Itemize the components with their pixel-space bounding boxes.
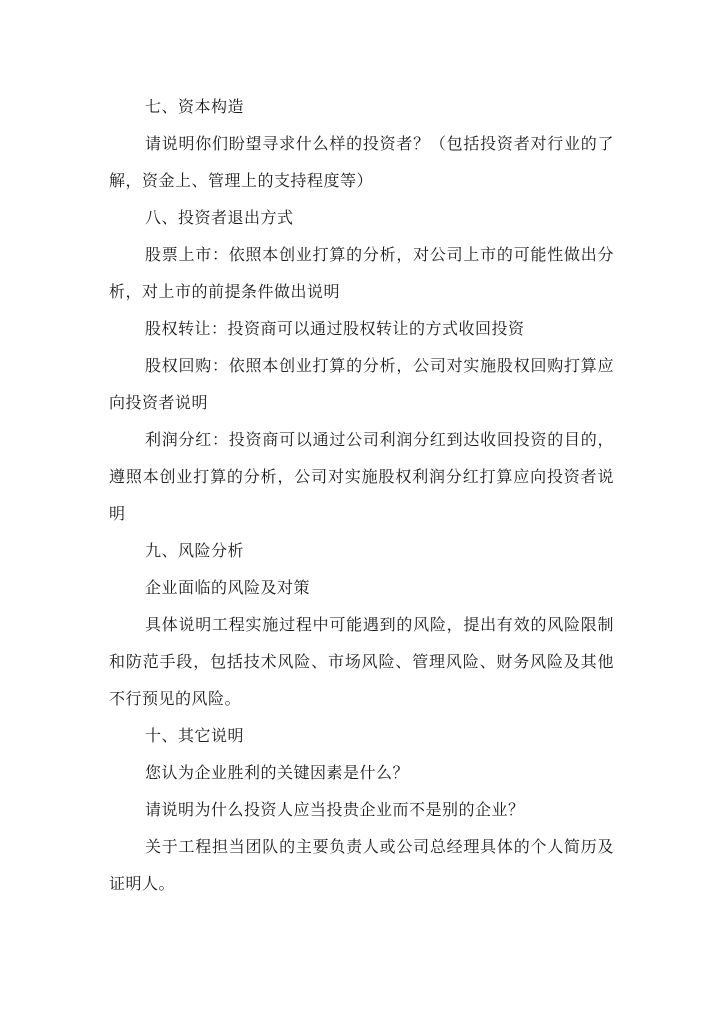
- paragraph-ipo: 股票上市：依照本创业打算的分析，对公司上市的可能性做出分析，对上市的前提条件做出说明: [109, 245, 614, 301]
- paragraph-equity-buyback: 股权回购：依照本创业打算的分析，公司对实施股权回购打算应向投资者说明: [109, 356, 614, 412]
- paragraph-team-resume: 关于工程担当团队的主要负责人或公司总经理具体的个人简历及证明人。: [109, 837, 614, 893]
- document-body: [109, 88, 614, 902]
- paragraph-risks-and-countermeasures: 企业面临的风险及对策: [145, 578, 311, 597]
- section-heading-other-notes: 十、其它说明: [145, 726, 245, 745]
- section-heading-risk-analysis: 九、风险分析: [145, 541, 245, 560]
- section-heading-capital-structure: 七、资本构造: [145, 97, 245, 116]
- paragraph-investor-type: 请说明你们盼望寻求什么样的投资者？（包括投资者对行业的了解，资金上、管理上的支持程度等）: [109, 134, 614, 190]
- section-heading-investor-exit: 八、投资者退出方式: [145, 208, 294, 227]
- paragraph-why-invest: 请说明为什么投资人应当投贵企业而不是别的企业？: [145, 800, 525, 819]
- paragraph-equity-transfer: 股权转让：投资商可以通过股权转让的方式收回投资: [145, 319, 525, 338]
- paragraph-dividend: 利润分红：投资商可以通过公司利润分红到达收回投资的目的，遵照本创业打算的分析，公司对实施股权利润分红打算应向投资者说明: [109, 430, 614, 523]
- paragraph-success-factors: 您认为企业胜利的关键因素是什么？: [145, 763, 410, 782]
- paragraph-risk-details: 具体说明工程实施过程中可能遇到的风险，提出有效的风险限制和防范手段，包括技术风险、市场风险、管理风险、财务风险及其他不行预见的风险。: [109, 615, 614, 708]
